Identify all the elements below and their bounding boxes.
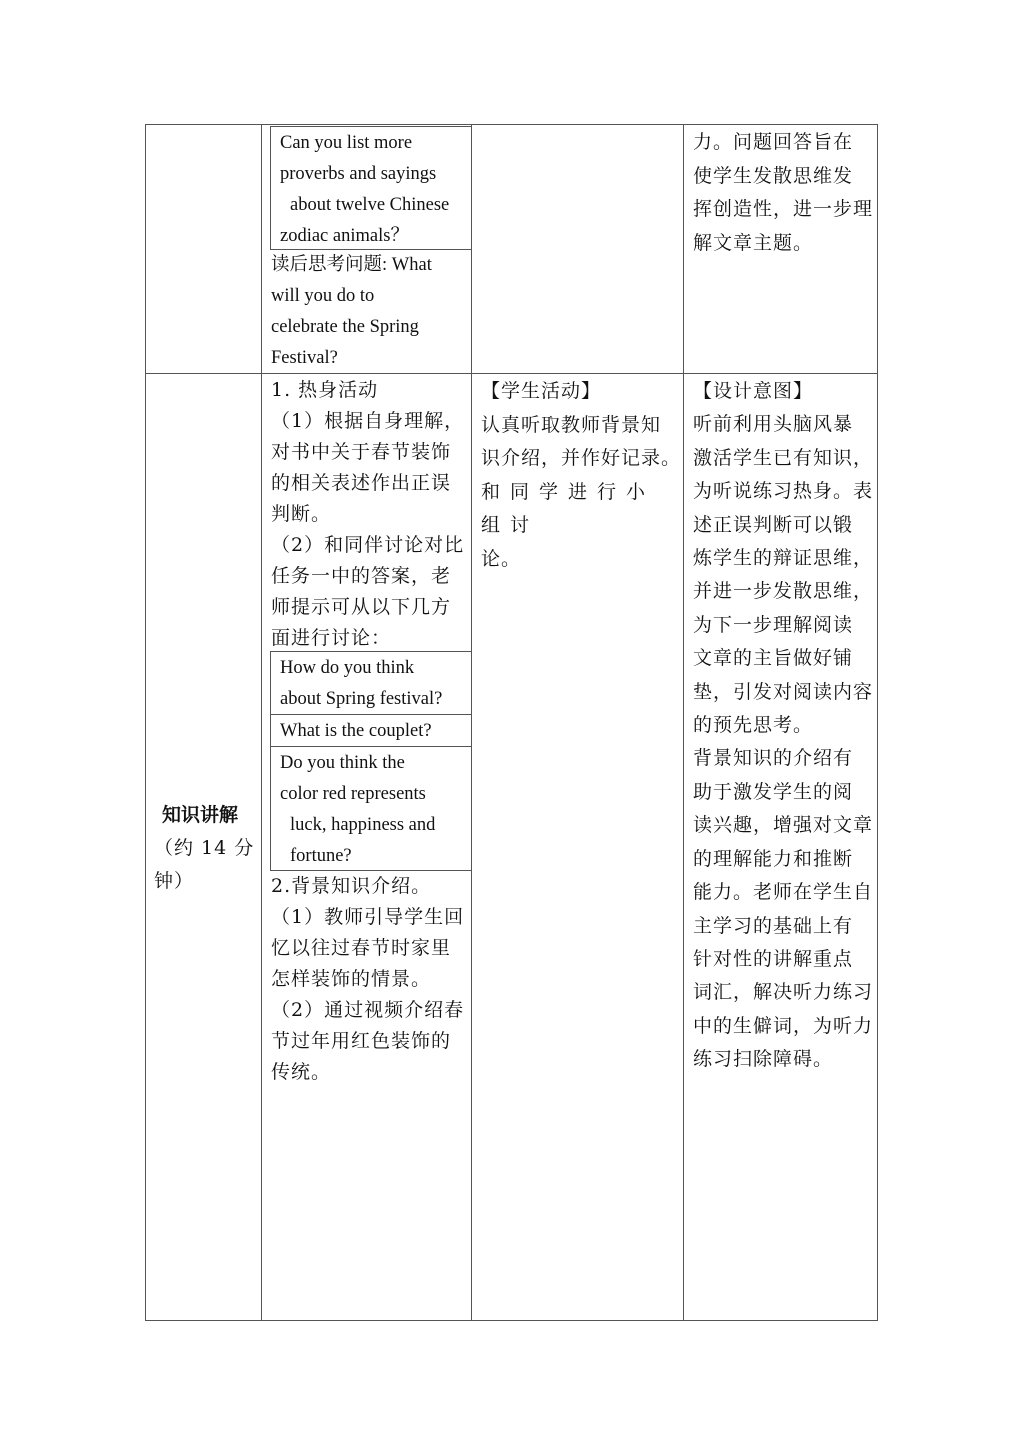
table-border-left	[145, 124, 146, 1321]
question-line: How do you think	[280, 658, 415, 678]
question-line: fortune?	[290, 846, 352, 866]
text-line: 面进行讨论：	[271, 627, 392, 649]
stage-title: 知识讲解	[162, 804, 239, 826]
design-intent-continued	[693, 126, 875, 260]
text-line: （1）根据自身理解，	[271, 410, 465, 432]
background-knowledge	[271, 871, 469, 1088]
question-line: Can you list more	[280, 133, 413, 153]
text-line: 并进一步发散思维，	[693, 580, 874, 603]
table-border-bottom	[145, 1320, 878, 1321]
couplet-question-box	[270, 714, 472, 747]
question-line: Do you think the	[280, 753, 405, 773]
text-line: 听前利用头脑风暴	[693, 413, 854, 436]
design-intent	[693, 375, 875, 1077]
text-line: 识介绍，并作好记录。	[481, 447, 682, 469]
text-line: 词汇，解决听力练习	[693, 981, 874, 1004]
text-line: 为下一步理解阅读	[693, 613, 854, 636]
text-line: （2）和同伴讨论对比	[271, 534, 465, 556]
text-line: 判断。	[271, 503, 332, 525]
warmup-activity	[271, 375, 469, 654]
table-border-right	[877, 124, 878, 1321]
text-line: 炼学生的辩证思维，	[693, 547, 874, 570]
text-line: 对书中关于春节装饰	[271, 441, 452, 463]
text-line: 和同学进行小组讨	[481, 480, 656, 536]
text-line: 针对性的讲解重点	[693, 947, 854, 970]
text-line: 2.背景知识介绍。	[271, 875, 432, 897]
text-line: 认真听取教师背景知	[481, 413, 662, 436]
stage-label	[154, 799, 259, 898]
text-line: （1）教师引导学生回	[271, 906, 465, 928]
text-line: 背景知识的介绍有	[693, 747, 854, 770]
text-line: 为听说练习热身。表	[693, 480, 874, 503]
student-activity	[481, 375, 681, 576]
color-red-question-box	[270, 746, 472, 871]
question-line: color red represents	[280, 784, 426, 804]
text-line: 力。问题回答旨在	[693, 131, 854, 153]
stage-duration: 钟）	[154, 870, 195, 892]
question-line: What is the couplet?	[280, 721, 432, 741]
table-row-divider	[145, 373, 878, 374]
text-line: 传统。	[271, 1061, 332, 1083]
question-line: proverbs and sayings	[280, 164, 437, 184]
text-line: 助于激发学生的阅	[693, 780, 854, 803]
text-line: 读后思考问题: What	[271, 255, 432, 275]
text-line: 的理解能力和推断	[693, 847, 854, 870]
text-line: 师提示可从以下几方	[271, 596, 452, 618]
text-line: （2）通过视频介绍春	[271, 999, 465, 1021]
text-line: 使学生发散思维发	[693, 164, 854, 187]
post-reading-question	[271, 250, 469, 374]
text-line: will you do to	[271, 286, 375, 306]
text-line: 节过年用红色装饰的	[271, 1030, 452, 1052]
text-line: 忆以往过春节时家里	[271, 937, 452, 959]
text-line: 文章的主旨做好铺	[693, 647, 854, 670]
stage-duration: （约 14 分	[154, 837, 255, 859]
question-line: luck, happiness and	[290, 815, 436, 835]
text-line: 怎样装饰的情景。	[271, 968, 432, 990]
text-line: 中的生僻词，为听力	[693, 1014, 874, 1037]
text-line: 激活学生已有知识，	[693, 446, 874, 469]
text-line: 解文章主题。	[693, 231, 814, 254]
section-heading: 【学生活动】	[481, 380, 602, 402]
text-line: 垫，引发对阅读内容	[693, 680, 874, 703]
table-divider-col1	[261, 124, 262, 1321]
text-line: Festival?	[271, 348, 338, 368]
text-line: 练习扫除障碍。	[693, 1048, 834, 1071]
text-line: 论。	[481, 547, 522, 570]
table-divider-col3	[683, 124, 684, 1321]
text-line: 主学习的基础上有	[693, 914, 854, 937]
text-line: celebrate the Spring	[271, 317, 419, 337]
table-border-top	[145, 124, 878, 125]
text-line: 能力。老师在学生自	[693, 881, 874, 904]
text-line: 的预先思考。	[693, 714, 814, 737]
spring-festival-question-box	[270, 651, 472, 715]
text-line: 任务一中的答案，老	[271, 565, 452, 587]
text-line: 挥创造性，进一步理	[693, 198, 874, 220]
text-line: 述正误判断可以锻	[693, 513, 854, 536]
section-heading: 【设计意图】	[693, 380, 814, 402]
text-line: 读兴趣，增强对文章	[693, 814, 874, 837]
question-line: about twelve Chinese	[290, 195, 450, 215]
question-line: about Spring festival?	[280, 689, 443, 709]
proverbs-question-box	[270, 126, 472, 250]
text-line: 的相关表述作出正误	[271, 472, 452, 494]
text-line: 1. 热身活动	[271, 379, 379, 401]
question-line: zodiac animals？	[280, 226, 409, 246]
